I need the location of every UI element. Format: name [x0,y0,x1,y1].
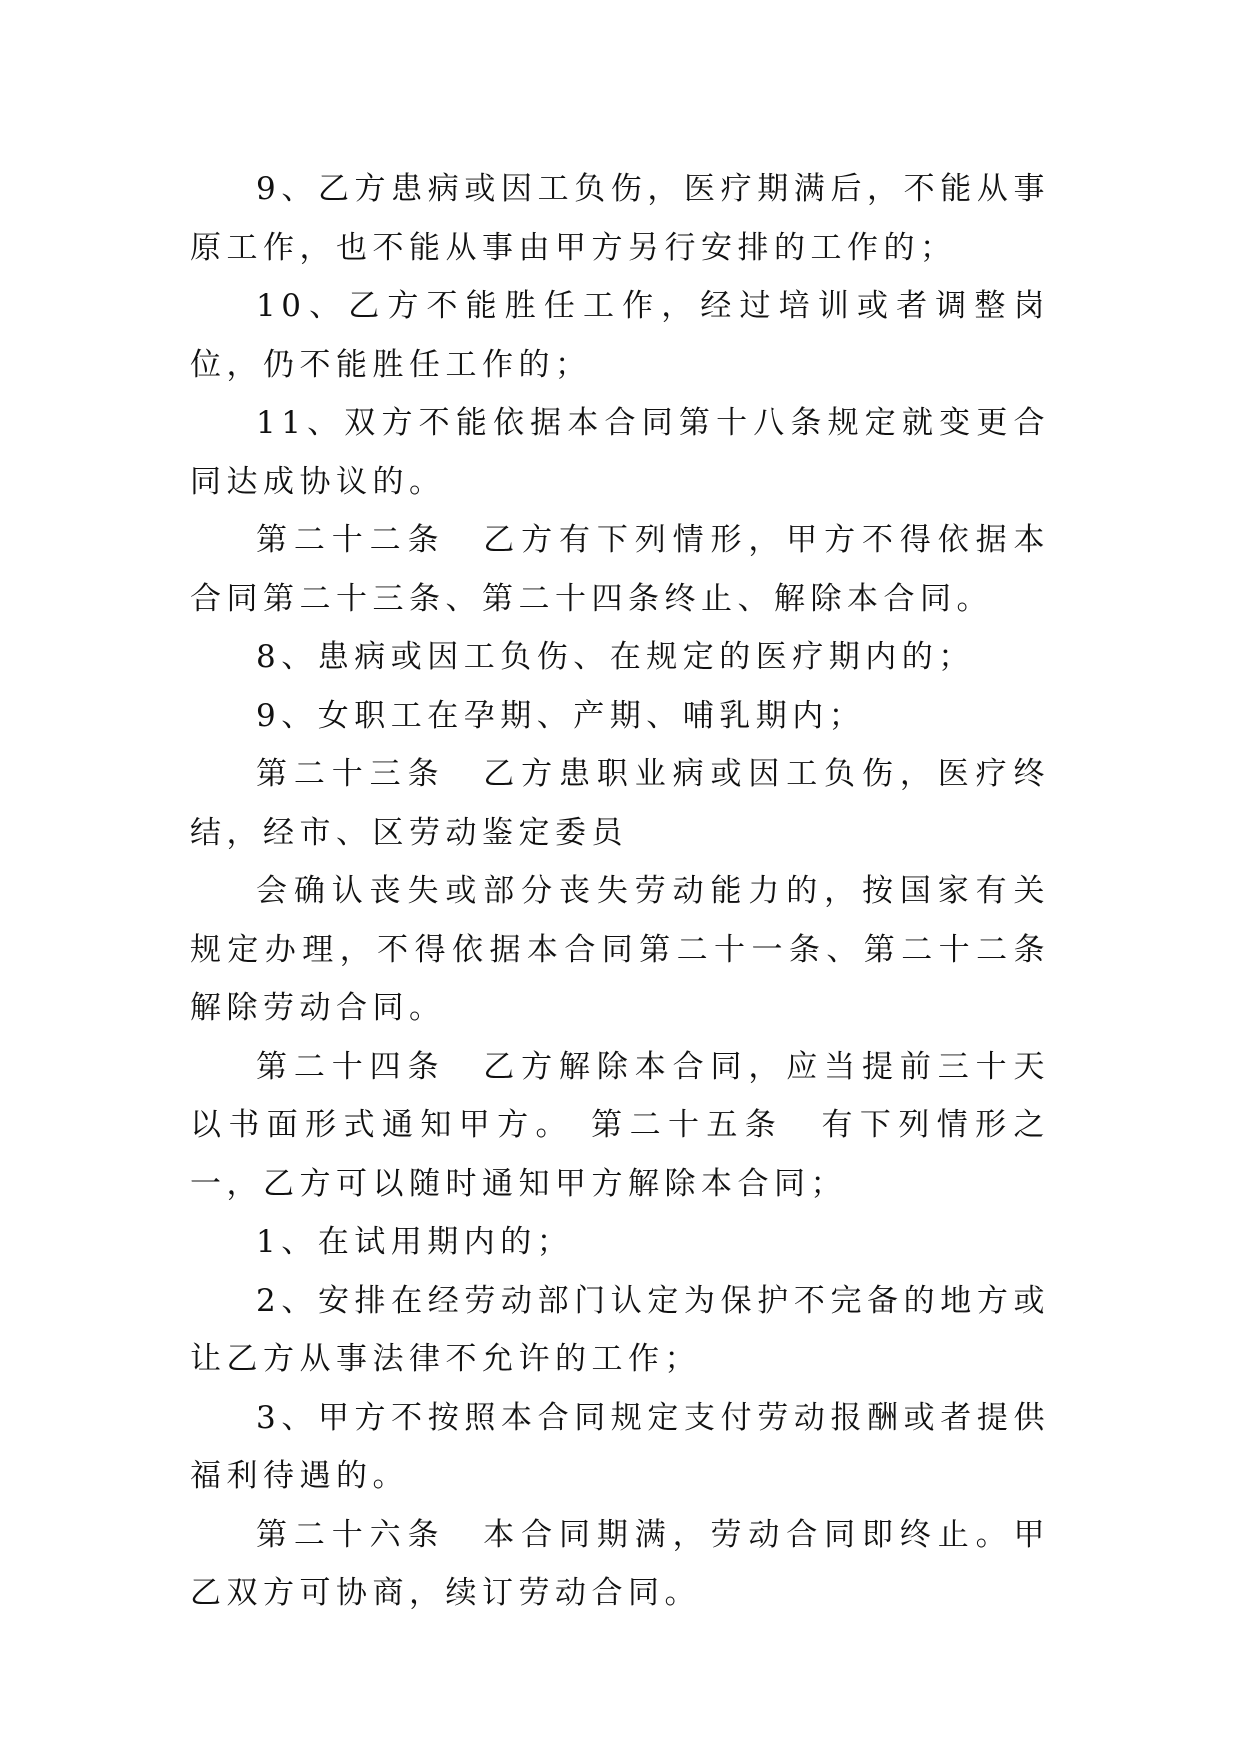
paragraph-item-9: 9、女职工在孕期、产期、哺乳期内； [256,697,866,734]
paragraph-article-23: 第二十三条 乙方患职业病或因工负伤，医疗终结，经市、区劳动鉴定委员 [190,756,1050,851]
paragraph-item-1: 1、在试用期内的； [256,1224,574,1260]
paragraph-article-24-25: 第二十四条 乙方解除本合同，应当提前三十天以书面形式通知甲方。 第二十五条 有下列情形之一，乙方可以随时通知甲方解除本合同； [190,1048,1050,1202]
paragraph-item-3: 3、甲方不按照本合同规定支付劳动报酬或者提供福利待遇的。 [190,1399,1050,1494]
paragraph-clause-11: 11、双方不能依据本合同第十八条规定就变更合同达成协议的。 [190,405,1050,500]
paragraph-item-2: 2、安排在经劳动部门认定为保护不完备的地方或让乙方从事法律不允许的工作； [190,1282,1050,1377]
paragraph-item-8: 8、患病或因工负伤、在规定的医疗期内的； [256,639,975,675]
paragraph-clause-10: 10、乙方不能胜任工作，经过培训或者调整岗位，仍不能胜任工作的； [190,288,1050,383]
paragraph-clause-9: 9、乙方患病或因工负伤，医疗期满后，不能从事原工作，也不能从事由甲方另行安排的工作的； [190,171,1050,266]
paragraph-article-23-continued: 会确认丧失或部分丧失劳动能力的，按国家有关规定办理，不得依据本合同第二十一条、第二十二条解除劳动合同。 [190,873,1050,1026]
document-page [190,160,1050,1660]
paragraph-article-22: 第二十二条 乙方有下列情形，甲方不得依据本合同第二十三条、第二十四条终止、解除本合同。 [190,522,1050,617]
paragraph-article-26: 第二十六条 本合同期满，劳动合同即终止。甲乙双方可协商，续订劳动合同。 [190,1516,1050,1611]
